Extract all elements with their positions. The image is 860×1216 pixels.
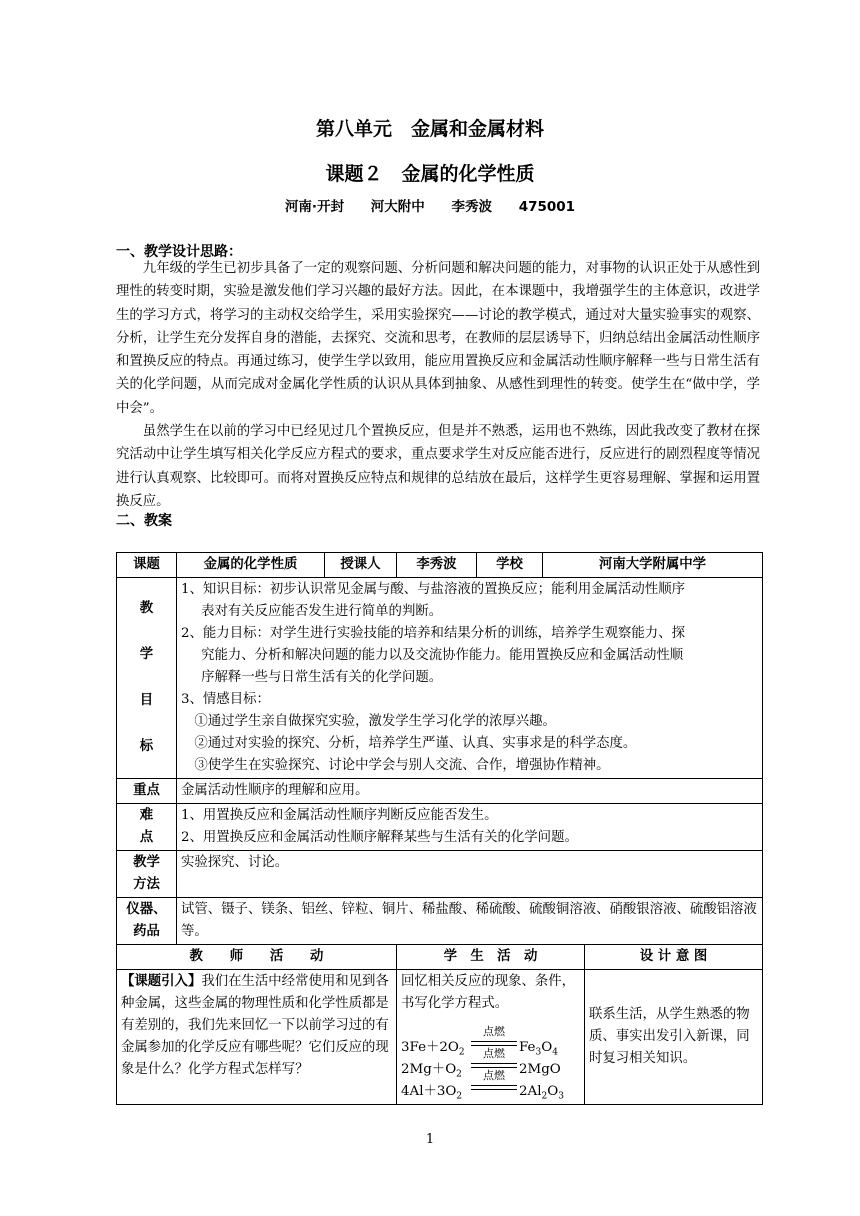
equation-al: $4Al+3O_2$ 点燃 $2Al_2O_3$ bbox=[401, 1069, 564, 1102]
condition-ignite: 点燃 bbox=[483, 1047, 505, 1060]
table-row-objectives bbox=[117, 578, 763, 779]
header-teacher-activity: 教 师 活 动 bbox=[117, 945, 397, 970]
table-row-intro bbox=[117, 970, 763, 1105]
author-school: 河大附中 bbox=[370, 199, 425, 215]
teacher-value: 李秀波 bbox=[397, 553, 477, 578]
design-paragraph-1: 九年级的学生已初步具备了一定的观察问题、分析问题和解决问题的能力，对事物的认识正处于从感性到理性的转变时期，实验是激发他们学习兴趣的最好方法。因此，在本课题中，我增强学生的主体意识，改进学生的学习方式，将学习的主动权交给学生，采用实验探究——讨论的教学模式，通过对大量实验事实的观察、分析，让学生充分发挥自身的潜能，去探究、交流和思考，在教师的层层诱导下，归纳总结出金属活动性顺序和置换反应的特点。再通过练习，使学生学以致用，能应用置换反应和金属活动性顺序解释一些与日常生活有关的化学问题，从而完成对金属化学性质的认识从具体到抽象、从感性到理性的转变。使学生在“做中学，学中会”。 bbox=[116, 261, 760, 416]
design-paragraph-2: 虽然学生在以前的学习中已经见过几个置换反应，但是并不熟悉，运用也不熟练，因此我改变了教材在探究活动中让学生填写相关化学反应方程式的要求，重点要求学生对反应能否进行，反应进行的剧烈程度等情况进行认真观察、比较即可。而将对置换反应特点和规律的总结放在最后，这样学生更容易理解、掌握和运用置换反应。 bbox=[116, 424, 760, 509]
lesson-title: 课题２ 金属的化学性质 bbox=[325, 163, 535, 185]
table-row-method bbox=[117, 851, 763, 898]
table-row-difficulty bbox=[117, 804, 763, 851]
condition-ignite: 点燃 bbox=[483, 1025, 505, 1038]
table-row-header bbox=[117, 553, 763, 578]
author-line bbox=[0, 195, 860, 215]
intro-student-cell bbox=[397, 970, 585, 1105]
label-method: 教学 方法 bbox=[117, 851, 177, 898]
intro-tag: 【课题引入】 bbox=[121, 974, 202, 989]
materials-text: 试管、镊子、镁条、铝丝、锌粒、铜片、稀盐酸、稀硫酸、硫酸铜溶液、硝酸银溶液、硫酸铝溶液等。 bbox=[177, 898, 763, 945]
equation-fe: $3Fe+2O_2$ 点燃 $Fe_3O_4$ bbox=[401, 1025, 558, 1058]
table-row-activity-header bbox=[117, 945, 763, 970]
topic-value: 金属的化学性质 bbox=[177, 553, 325, 578]
unit-title: 第八单元 金属和金属材料 bbox=[315, 118, 544, 140]
difficulty-text: 1、用置换反应和金属活动性顺序判断反应能否发生。 2、用置换反应和金属活动性顺序解释某些与生活有关的化学问题。 bbox=[177, 804, 763, 851]
author-location: 河南·开封 bbox=[284, 199, 345, 215]
section-heading-design: 一、教学设计思路： bbox=[116, 244, 242, 260]
table-row-key-point bbox=[117, 779, 763, 804]
header-design-intent: 设 计 意 图 bbox=[585, 945, 763, 970]
equation-mg: $2Mg+O_2$ 点燃 2MgO bbox=[401, 1047, 561, 1080]
author-name: 李秀波 bbox=[451, 199, 492, 215]
label-key-point: 重点 bbox=[117, 779, 177, 804]
label-school: 学校 bbox=[477, 553, 543, 578]
intro-student-text: 回忆相关反应的现象、条件，书写化学方程式。 bbox=[401, 974, 576, 1011]
label-topic: 课题 bbox=[117, 553, 177, 578]
label-materials: 仪器、 药品 bbox=[117, 898, 177, 945]
intro-design-cell: 联系生活，从学生熟悉的物质、事实出发引入新课，同时复习相关知识。 bbox=[585, 970, 763, 1105]
header-student-activity: 学 生 活 动 bbox=[397, 945, 585, 970]
method-text: 实验探究、讨论。 bbox=[177, 851, 763, 898]
table-row-materials bbox=[117, 898, 763, 945]
intro-teacher-text: 我们在生活中经常使用和见到各种金属，这些金属的物理性质和化学性质都是有差别的，我们先来回忆一下以前学习过的有金属参加的化学反应有哪些呢？它们反应的现象是什么？化学方程式怎样写？ bbox=[121, 974, 389, 1077]
page-number: 1 bbox=[425, 1132, 435, 1147]
objectives-content: 1、知识目标：初步认识常见金属与酸、与盐溶液的置换反应；能利用金属活动性顺序 表对有关反应能否发生进行简单的判断。 2、能力目标：对学生进行实验技能的培养和结果分析的训练，培养学生观察能力、探 究能力、分析和解决问题的能力以及交流协作能力。能用置换反应和金属活动性顺 序解释一些与日常生活有关的化学问题。 3、情感目标： ①通过学生亲自做探究实验，激发学生学习化学的浓厚兴趣。 ②通过对实验的探究、分析，培养学生严谨、认真、实事求是的科学态度。 ③使学生在实验探究、讨论中学会与别人交流、合作，增强协作精神。 bbox=[177, 578, 763, 779]
intro-teacher-cell bbox=[117, 970, 397, 1105]
school-value: 河南大学附属中学 bbox=[543, 553, 763, 578]
key-point-text: 金属活动性顺序的理解和应用。 bbox=[177, 779, 763, 804]
label-teacher: 授课人 bbox=[325, 553, 397, 578]
condition-ignite: 点燃 bbox=[483, 1069, 505, 1082]
author-postcode: 475001 bbox=[518, 199, 576, 215]
lesson-plan-table bbox=[116, 552, 763, 1105]
label-difficulty: 难 点 bbox=[117, 804, 177, 851]
section-heading-plan: 二、教案 bbox=[116, 513, 172, 529]
label-objectives: 教 学 目 标 bbox=[117, 578, 177, 779]
